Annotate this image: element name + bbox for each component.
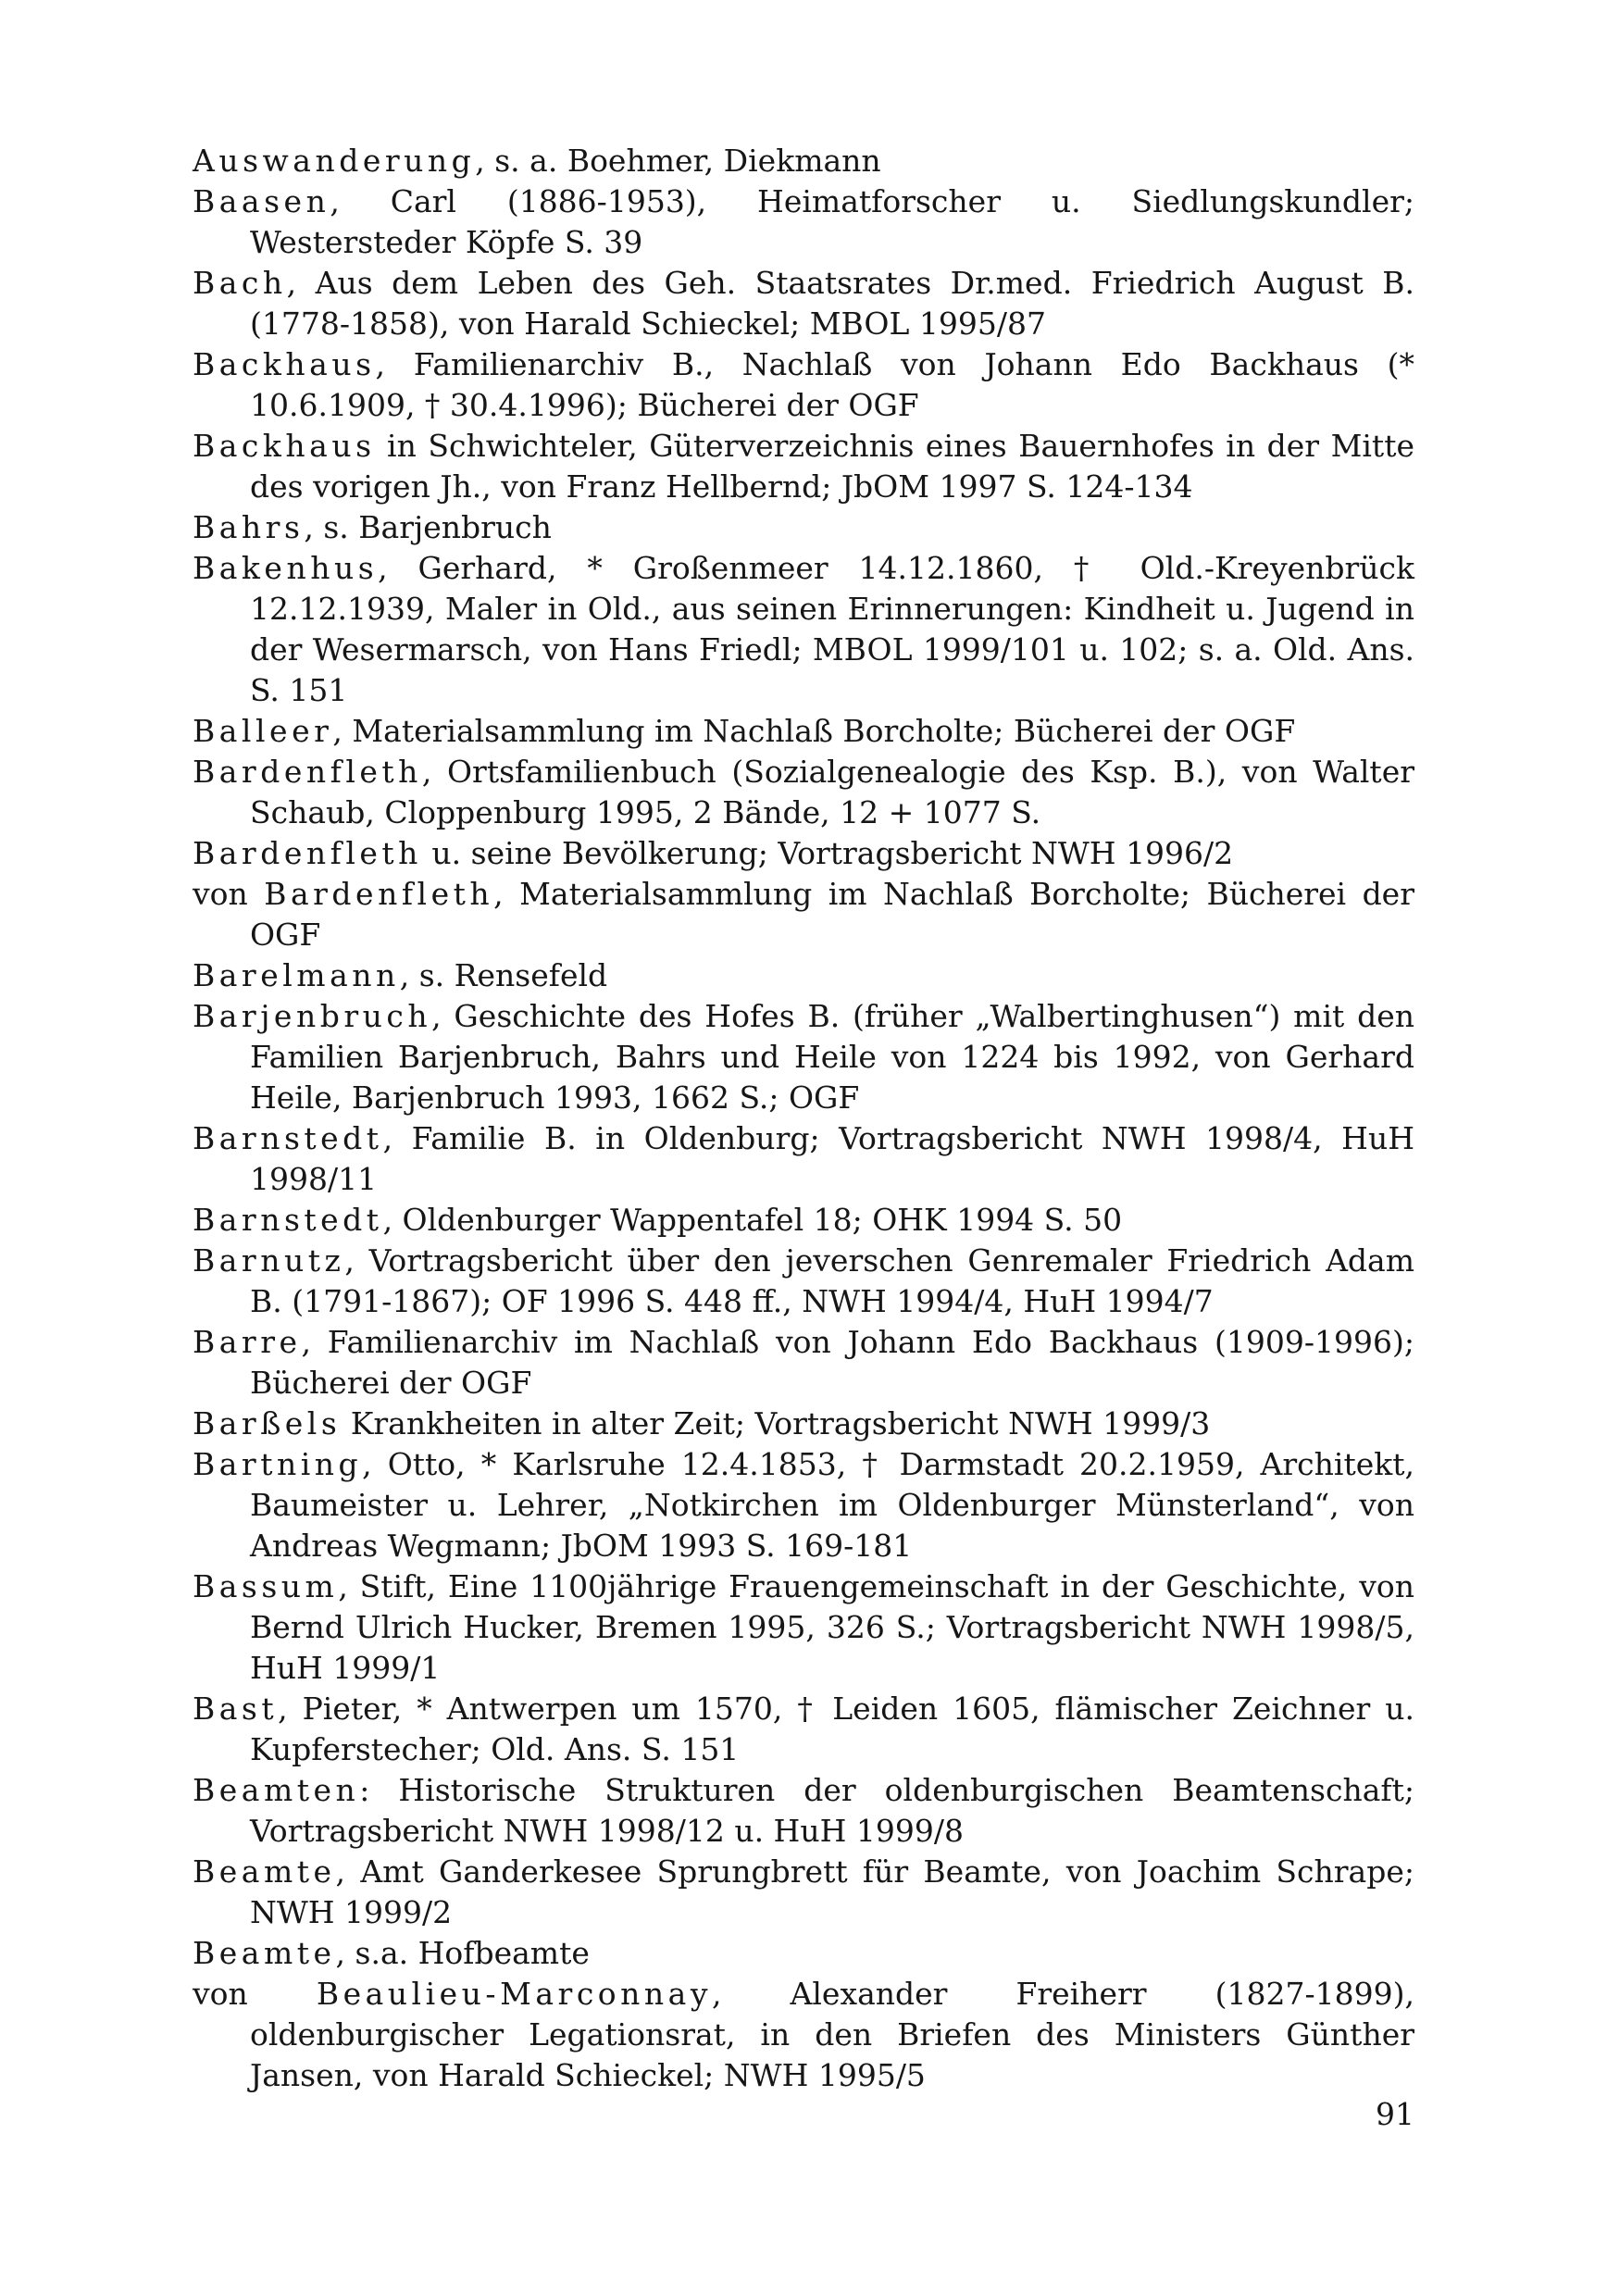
entry-text: , Gerhard, * Großenmeer 14.12.1860, † Old.-Kreyenbrück 12.12.1939, Maler in Old., aus seinen Erinnerungen: Kindheit u. Jugend in der Wesermarsch, von Hans Friedl; MBOL 1999/101 u. 102; s. a. Old. Ans. S. 151: [250, 550, 1414, 708]
index-entry: [193, 1404, 1414, 1444]
index-entry: [193, 181, 1414, 263]
entry-headword: Bast: [193, 1691, 279, 1727]
index-entry: [193, 141, 1414, 181]
entry-headword: Beaulieu-Marconnay: [316, 1976, 712, 2012]
entry-headword: Baasen: [193, 183, 330, 219]
entry-text: , Aus dem Leben des Geh. Staatsrates Dr.med. Friedrich August B. (1778-1858), von Harald Schieckel; MBOL 1995/87: [250, 265, 1414, 342]
entry-headword: Beamte: [193, 1935, 336, 1971]
index-entry: [193, 1118, 1414, 1200]
entry-headword: Bardenfleth: [264, 876, 494, 912]
index-entry: [193, 507, 1414, 548]
index-entry: [193, 344, 1414, 426]
entry-headword: Bach: [193, 265, 287, 301]
entry-text: , s.a. Hofbeamte: [335, 1935, 590, 1971]
entry-text: : Historische Strukturen der oldenburgischen Beamtenschaft; Vortragsbericht NWH 1998/12 u. HuH 1999/8: [250, 1772, 1414, 1849]
index-entry: [193, 1852, 1414, 1933]
entry-headword: Backhaus: [193, 428, 376, 464]
index-entry: [193, 1322, 1414, 1404]
entry-text: Krankheiten in alter Zeit; Vortragsbericht NWH 1999/3: [341, 1405, 1211, 1441]
index-entry: [193, 711, 1414, 752]
index-entry: [193, 263, 1414, 344]
index-entry: [193, 1689, 1414, 1770]
entry-headword: Barelmann: [193, 957, 400, 993]
index-entry: [193, 426, 1414, 507]
entry-text: , Familie B. in Oldenburg; Vortragsbericht NWH 1998/4, HuH 1998/11: [250, 1120, 1414, 1197]
entry-headword: Backhaus: [193, 346, 376, 382]
index-entry: [193, 955, 1414, 996]
index-entry: [193, 752, 1414, 833]
entry-headword: Auswanderung: [193, 143, 476, 179]
entry-text: , Oldenburger Wappentafel 18; OHK 1994 S. 50: [382, 1202, 1123, 1238]
entry-text: , s. Barjenbruch: [304, 509, 552, 545]
entry-text: , Carl (1886-1953), Heimatforscher u. Siedlungskundler; Westersteder Köpfe S. 39: [250, 183, 1414, 260]
entry-prefix: von: [193, 1976, 317, 2012]
entry-headword: Bakenhus: [193, 550, 379, 586]
index-entry: [193, 548, 1414, 711]
entry-headword: Barnstedt: [193, 1120, 383, 1156]
entry-headword: Barnstedt: [193, 1202, 383, 1238]
entry-text: , Materialsammlung im Nachlaß Borcholte; Bücherei der OGF: [332, 713, 1296, 749]
entry-prefix: von: [193, 876, 265, 912]
entry-headword: Bardenfleth: [193, 835, 422, 871]
entry-headword: Barjenbruch: [193, 998, 432, 1034]
entry-text: u. seine Bevölkerung; Vortragsbericht NWH 1996/2: [421, 835, 1234, 871]
index-entry: [193, 1241, 1414, 1322]
entry-text: , Materialsammlung im Nachlaß Borcholte; Bücherei der OGF: [250, 876, 1414, 953]
entry-text: , s. Rensefeld: [399, 957, 608, 993]
entry-text: , Familienarchiv im Nachlaß von Johann Edo Backhaus (1909-1996); Bücherei der OGF: [250, 1324, 1414, 1401]
entry-text: , Ortsfamilienbuch (Sozialgenealogie des Ksp. B.), von Walter Schaub, Cloppenburg 1995, 2 Bände, 12 + 1077 S.: [250, 754, 1414, 830]
entry-headword: Barnutz: [193, 1242, 345, 1279]
index-entry: [193, 1566, 1414, 1689]
entry-text: , Vortragsbericht über den jeverschen Genremaler Friedrich Adam B. (1791-1867); OF 1996 S. 448 ff., NWH 1994/4, HuH 1994/7: [250, 1242, 1414, 1319]
entry-headword: Bassum: [193, 1568, 339, 1604]
index-entry: [193, 1974, 1414, 2096]
page-number: 91: [1376, 2096, 1414, 2132]
index-entry: [193, 874, 1414, 955]
entry-headword: Bardenfleth: [193, 754, 422, 790]
index-list: [193, 141, 1414, 2096]
entry-text: , Geschichte des Hofes B. (früher „Walbertinghusen“) mit den Familien Barjenbruch, Bahrs und Heile von 1224 bis 1992, von Gerhard Heile, Barjenbruch 1993, 1662 S.; OGF: [250, 998, 1414, 1116]
index-entry: [193, 1444, 1414, 1566]
entry-text: , s. a. Boehmer, Diekmann: [475, 143, 881, 179]
entry-headword: Beamten: [193, 1772, 360, 1808]
index-entry: [193, 996, 1414, 1118]
entry-text: , Alexander Freiherr (1827-1899), oldenburgischer Legationsrat, in den Briefen des Ministers Günther Jansen, von Harald Schieckel; NWH 1995/5: [250, 1976, 1414, 2093]
entry-text: , Familienarchiv B., Nachlaß von Johann Edo Backhaus (* 10.6.1909, † 30.4.1996); Bücherei der OGF: [250, 346, 1414, 423]
index-entry: [193, 1200, 1414, 1241]
entry-text: , Pieter, * Antwerpen um 1570, † Leiden 1605, flämischer Zeichner u. Kupferstecher; Old. Ans. S. 151: [250, 1691, 1414, 1767]
entry-headword: Beamte: [193, 1853, 336, 1890]
entry-text: , Amt Ganderkesee Sprungbrett für Beamte, von Joachim Schrape; NWH 1999/2: [250, 1853, 1414, 1930]
index-entry: [193, 833, 1414, 874]
entry-headword: Barßels: [193, 1405, 342, 1441]
entry-text: in Schwichteler, Güterverzeichnis eines Bauernhofes in der Mitte des vorigen Jh., von Franz Hellbernd; JbOM 1997 S. 124-134: [250, 428, 1414, 505]
entry-headword: Barre: [193, 1324, 302, 1360]
index-entry: [193, 1933, 1414, 1974]
entry-headword: Balleer: [193, 713, 333, 749]
entry-text: , Otto, * Karlsruhe 12.4.1853, † Darmstadt 20.2.1959, Architekt, Baumeister u. Lehrer, „Notkirchen im Oldenburger Münsterland“, von Andreas Wegmann; JbOM 1993 S. 169-181: [250, 1446, 1414, 1564]
entry-headword: Bartning: [193, 1446, 363, 1482]
entry-text: , Stift, Eine 1100jährige Frauengemeinschaft in der Geschichte, von Bernd Ulrich Hucker, Bremen 1995, 326 S.; Vortragsbericht NWH 1998/5, HuH 1999/1: [250, 1568, 1414, 1686]
index-entry: [193, 1770, 1414, 1852]
entry-headword: Bahrs: [193, 509, 305, 545]
